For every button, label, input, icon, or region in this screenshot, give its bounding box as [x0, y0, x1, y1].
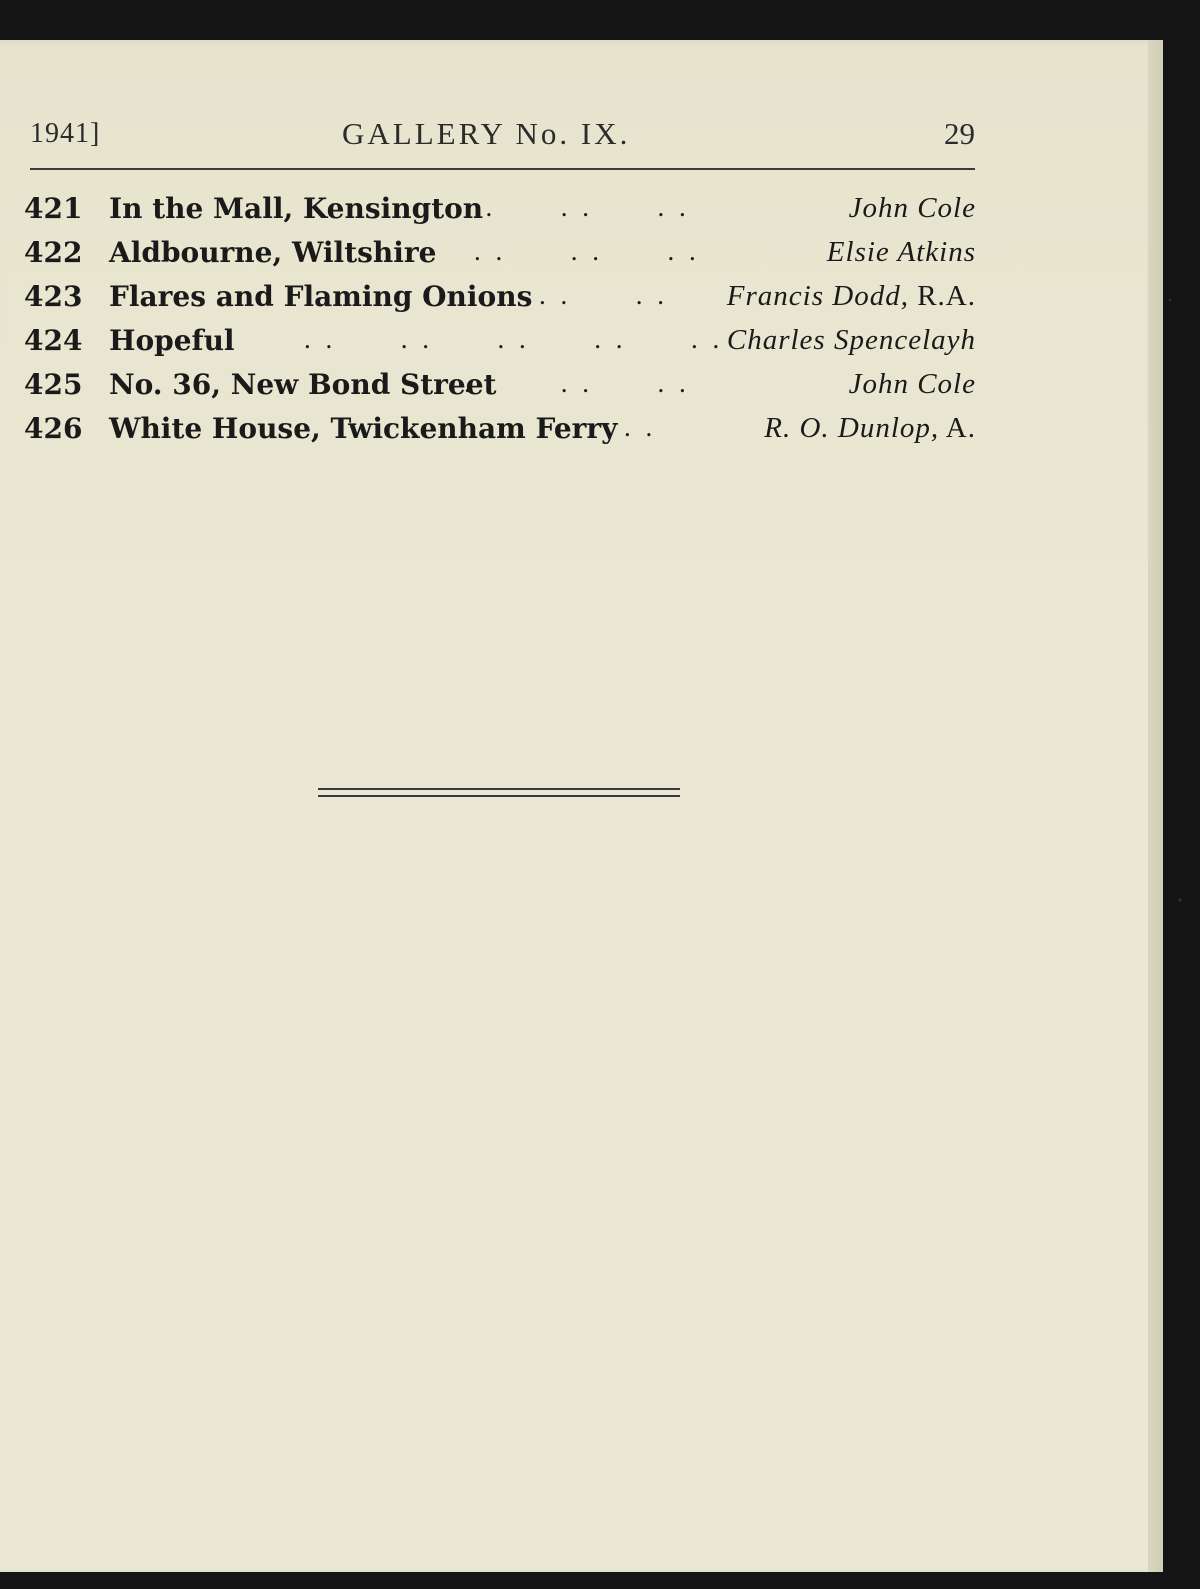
entry-number: 421 [24, 192, 83, 225]
artist-name: R. O. Dunlop, [764, 412, 940, 444]
entry-title: In the Mall, Kensington [109, 192, 484, 225]
section-end-rule [318, 788, 680, 797]
dot-leader: . . [624, 412, 657, 442]
artist-name: John Cole [848, 192, 976, 224]
entry-number: 426 [24, 412, 83, 445]
catalogue-entries [24, 188, 976, 452]
entry-artist [849, 368, 976, 401]
catalogue-entry-426 [24, 408, 976, 452]
entry-artist [727, 324, 976, 357]
entry-number: 423 [24, 280, 83, 313]
header-gallery-title: GALLERY No. IX. [342, 116, 631, 151]
catalogue-entry-424 [24, 320, 976, 364]
artist-honour: R.A. [908, 280, 976, 312]
entry-artist [827, 236, 976, 269]
artist-name: John Cole [848, 368, 976, 400]
dot-leader: . . . . . . [474, 236, 700, 266]
header-rule [30, 168, 975, 170]
catalogue-entry-421 [24, 188, 976, 232]
header-year: 1941] [30, 118, 101, 149]
entry-number: 424 [24, 324, 83, 357]
page-edge [1148, 40, 1163, 1572]
entry-artist [727, 280, 976, 313]
entry-artist [849, 192, 976, 225]
artist-honour: A. [939, 412, 976, 444]
entry-artist [764, 412, 976, 445]
dot-leader: . . . . . . . . . . [304, 324, 724, 354]
catalogue-entry-425 [24, 364, 976, 408]
header-page-number: 29 [944, 116, 975, 151]
dot-leader: . . . . . . [464, 368, 690, 398]
catalogue-entry-423 [24, 276, 976, 320]
running-header [30, 110, 975, 160]
dot-leader: . . . . [539, 280, 668, 310]
dot-leader: . . . . . . [464, 192, 690, 222]
entry-number: 425 [24, 368, 83, 401]
artist-name: Elsie Atkins [826, 236, 976, 268]
artist-name: Charles Spencelayh [726, 324, 976, 356]
catalogue-entry-422 [24, 232, 976, 276]
entry-title: Flares and Flaming Onions [109, 280, 533, 313]
artist-name: Francis Dodd, [726, 280, 909, 312]
entry-title: Hopeful [109, 324, 235, 357]
entry-title: No. 36, New Bond Street [109, 368, 497, 401]
entry-title: White House, Twickenham Ferry [109, 412, 618, 445]
entry-title: Aldbourne, Wiltshire [109, 236, 437, 269]
entry-number: 422 [24, 236, 83, 269]
